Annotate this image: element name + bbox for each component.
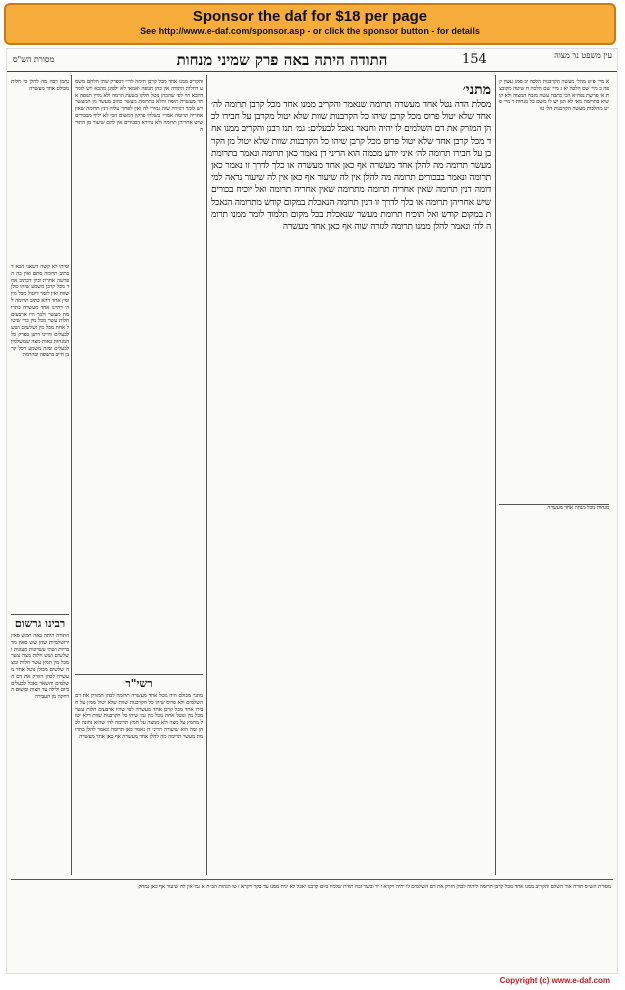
main-text-lead: מתני׳ (462, 82, 491, 98)
left-commentary: ומיהו לא קשה דשאני הכא דכתיב תרומה סתם ואין בה הפרשה אחרת וכיון דכתיב אחד מכל קרבן משמע שיהו כולן שוות ואין לומר דיטול מכל מין ומין אחד דהא כתיב תרומה לה׳ דהיינו אחד מעשרה כתרומת מעשר ולכך היו ארבעים חלות עשר מכל מין כדי שיטול אחת מכל מין ושלשים ושש לבעלים והיינו דתנן בפרק כל המנחות באות מצה שמשלמין לבעלים ומזה משמע דכל קרבן חייב בתנופה ובהרמה (11, 264, 69, 359)
sponsor-banner[interactable] (4, 3, 616, 45)
page-number: 154 (462, 52, 487, 67)
sponsor-title[interactable]: Sponsor the daf for $18 per page (192, 8, 428, 25)
talmud-page (6, 48, 618, 974)
bottom-notes-text: מסורת הש״ס תורה אור השלם והקריב ממנו אחד מכל קרבן תרומה ליהוה לכהן הזרק את דם השלמים לו יהיה ויקרא ז יד ובשר זבח תודת שלמיו ביום קרבנו יאכל לא יניח ממנו עד בקר ויקרא ז טו הגהות הב״ח א גמ׳ אין לה שיעור אף כאן נמחק (138, 884, 611, 890)
bottom-divider (11, 879, 613, 880)
rashi-column (75, 674, 203, 875)
ein-mishpat-text: א מיי׳ פ״ט מהל׳ מעשה הקרבנות הלכה יב סמג עשין קפה ב מיי׳ שם הלכה יא ג מיי׳ שם הלכה ח שיטה מקובצת א׳ פרשת נפח״א הכי כתבה עשה מזבח המצוה ולא קושיא בתרומה מאי לא תנן יש לו משם כל מנחות ד מיי׳ פ״ט מהלכות מעשה הקרבנות הל׳ טו (499, 79, 609, 113)
rashi-text: מתני׳ מכולם היה נוטל אחד מעשרה תרומה לכהן המזרק את דם השלמים ולא פרוס שיהו כל הקרבנות שוות שלא יטול ממין על חבירו אחד מכל קרבן אחד מעשרה לפי שהיו ארבעים חלות עשר מכל מין ונוטל אחת מכל מין גמ׳ שיהו כל הקרבנות שוות דלא יטול מחמץ על מצה ולא ממצה על חמץ תרומה לה׳ שהיא נתונה לכהן ומה הוא שיעורה הריני דן נאמר כאן תרומה ונאמר להלן בתרומת מעשר תרומה מה להלן אחד מעשרה אף כאן אחד מעשרה (75, 693, 203, 740)
tosafot-text: והקריב ממנו אחד מכל קרבן תימה לר״י דבפרק שתי הלחם משמע דחלות התודה אין בהן תנופה ואמאי לא ילפינן מהכא ויש לומר דהכא הוי לפי שהכהן נוטל חלקו בשעת הרמה ולא מדין תנופה אחד מעשרה תימה והלא בתרומת מעשר כתיב מעשר מן המעשר ויש לומר דגזירה שוה גמירי לה ואין לפרוך עליה דנין תרומה שאין אחריה תרומה אמרי׳ בשלהי פרקין דמשום הכי לא יליף מבכורים שיש אחריהן תרומה ולא נהירא דבכורים אין להם שיעור מן התורה (75, 79, 203, 133)
divider-main-left (206, 75, 207, 875)
bottom-notes (15, 884, 611, 970)
right-margin-notes: מנחות מכל מנחה אחד מעשרה (499, 504, 609, 875)
sponsor-subtitle[interactable]: See http://www.e-daf.com/sponsor.asp - or click the sponsor button - for details (140, 26, 480, 36)
header-left-label: מסורת הש"ס (13, 55, 55, 64)
copyright-link[interactable]: Copyright (c) www.e-daf.com (499, 976, 610, 985)
page-header (7, 49, 617, 72)
footer (6, 976, 618, 988)
main-text-body: מסלת הדה נטל אחד מעשרה תרומה שנאמר והקריב ממנו אחד מכל קרבן תרומה לה׳ אחד שלא יטול פרוס מכל קרבן שיהו כל הקרבנות שוות שלא יטול מקרבן על חבירו לכהן המזרק את דם השלמים לו יהיה וחנאר נאכל לבעלים: גמ׳ תנו רבנן והקריב ממנו אחד מכל קרבן אחד שלא יטול פרוס מכל קרבן שיהו כל הקרבנות שוות שלא יטול מן הקרבן על חבירו תרומה לה׳ איני יודע מכמה הוא הריני דן נאמר כאן תרומה ונאמר בתרומת מעשר תרומה מה להלן אחד מעשרה אף כאן אחד מעשרה או כלך לדרך זו נאמר כאן תרומה ונאמר בבכורים תרומה מה להלן אין לה שיעור אף כאן אין לה שיעור נראה למי דומה דנין תרומה שאין אחריה תרומה מתרומה שאין אחריה תרומה ואל יוכיח בכורים שיש אחריהן תרומה או כלך לדרך זו דנין תרומה הנאכלת במקום קודש מתרומה הנאכלת במקום קודש ואל תוכיח תרומת מעשר שנאכלת בכל מקום תלמוד לומר ממנו תרומה לה׳ ונאמר להלן ממנו תרומה לגזרה שוה אף כאן אחד מעשרה (211, 99, 491, 233)
left-margin-notes: נחמן רבה מה להלן כי חלות מכולם אחד מעשרה (11, 79, 69, 92)
divider-main-right (495, 75, 496, 875)
page-title: התודה היתה באה פרק שמיני מנחות (176, 51, 388, 69)
main-gemara-text (211, 79, 491, 874)
ein-mishpat-column (499, 79, 609, 499)
rabbenu-gershom-title: רבינו גרשום (14, 617, 66, 630)
rabbenu-gershom-block: רבינו גרשום התודה היתה באה חמש סאין ירושלמיות שהן שש סאין מדבריות ושתי עשרונות מעוגות ושלשים ושש חלות מצה עשר מכל מין חמץ עשר חלות ומצה שלשים מכולן נוטל אחד מעשרה לכהן הזורק את דם השלמים והשאר נאכל לבעלים ביום ולילה עד חצות ומשום הרחקה מן העבירה (11, 614, 69, 875)
tosafot-column (75, 79, 203, 669)
header-right-label: עין משפט נר מצוה (554, 51, 612, 60)
divider-left (71, 75, 72, 875)
rashi-title: רשי"ר (125, 677, 153, 690)
